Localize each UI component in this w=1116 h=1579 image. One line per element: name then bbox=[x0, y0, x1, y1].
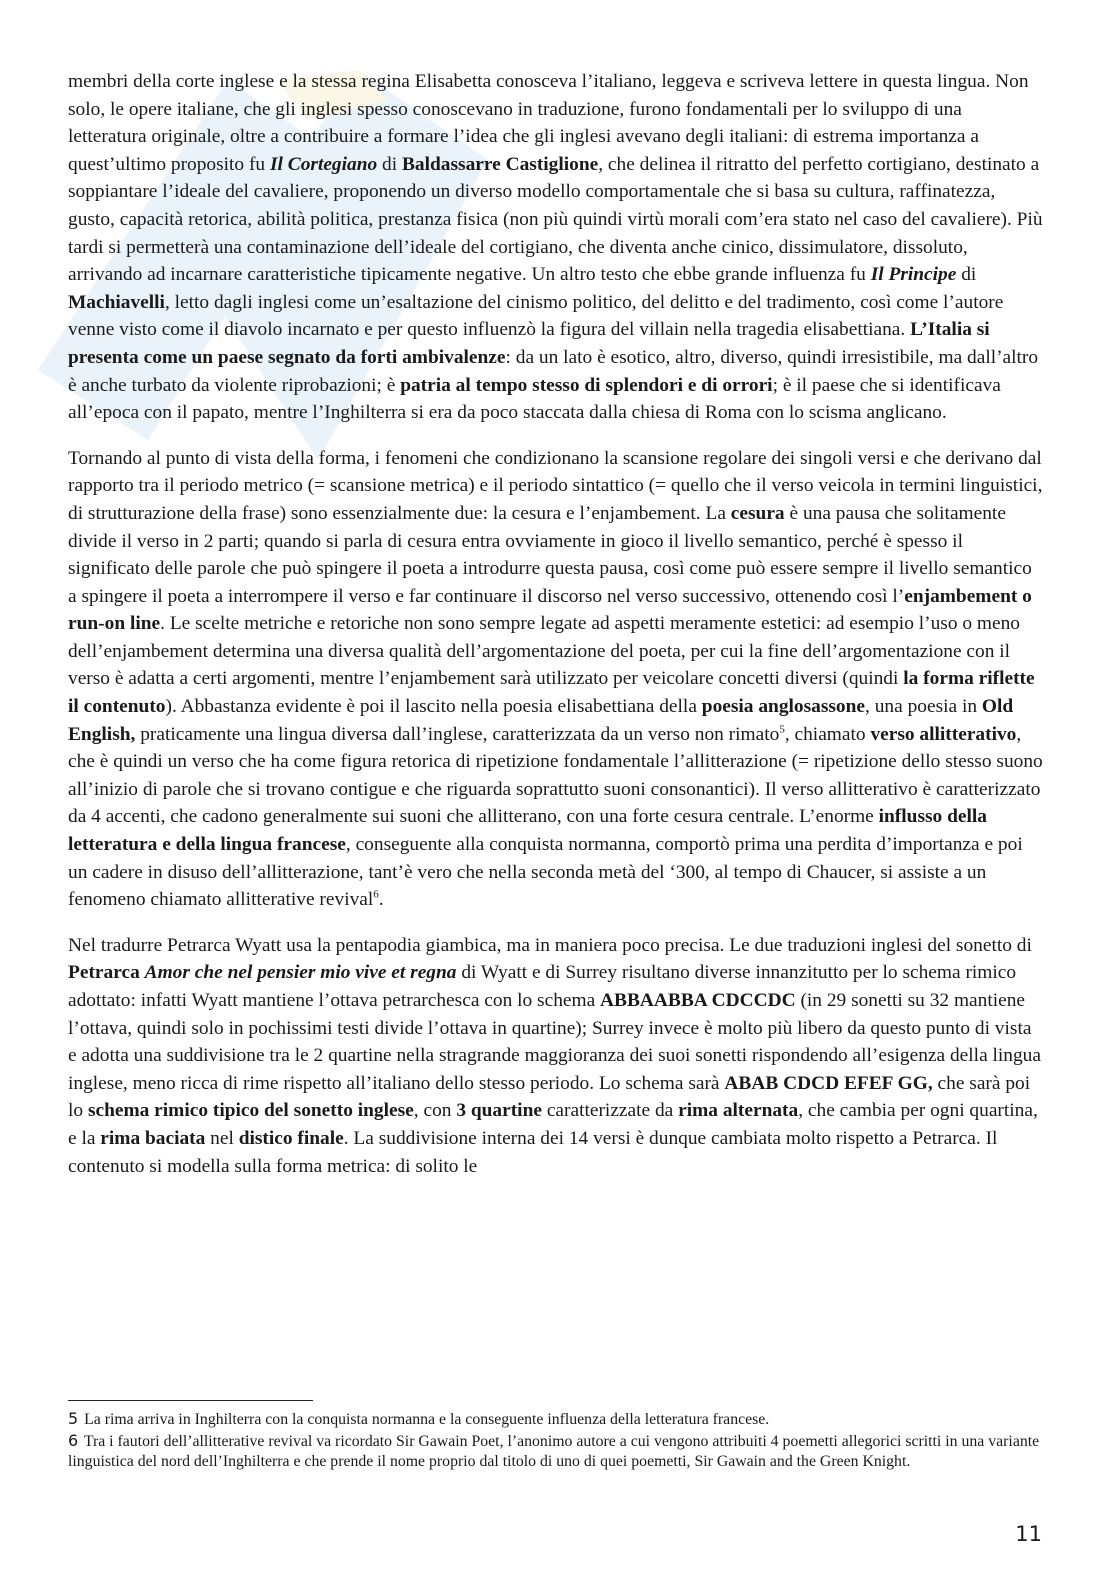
text-run: praticamente una lingua diversa dall’inglese, caratterizzata da un verso non rimato bbox=[135, 723, 780, 745]
text-run: , con bbox=[413, 1100, 457, 1122]
bold-text: la forma riflette il contenuto bbox=[68, 668, 1035, 718]
bold-text: poesia anglosassone bbox=[701, 696, 866, 718]
text-run: , che cambia per ogni quartina, e la bbox=[68, 1100, 1038, 1149]
paragraph-3 bbox=[68, 932, 1044, 1180]
paragraph-2 bbox=[68, 445, 1044, 914]
document-body bbox=[68, 68, 1044, 1198]
text-run: , che è quindi un verso che ha come figura retorica di ripetizione fondamentale l’allitterazione (= ripetizione dello stesso suono all’inizio di parole che si trovano contigue e che riguarda soprattutto suoni consonantici). Il verso allitterativo è caratterizzato da 4 accenti, che cadono generalmente sui suoni che allitterano, con una forte cesura centrale. L’enorme bbox=[68, 723, 1043, 828]
footnote-number: 5 bbox=[68, 1409, 79, 1428]
bold-text: schema rimico tipico del sonetto inglese bbox=[87, 1100, 414, 1122]
text-run: è una pausa che solitamente divide il verso in 2 parti; quando si parla di cesura entra ovviamente in gioco il livello semantico, perché è spesso il significato delle parole che può spingere il poeta a introdurre questa pausa, così come può essere sempre il livello semantico a spingere il poeta a interrompere il verso e far continuare il discorso nel verso successivo, ottenendo così l’ bbox=[68, 502, 1032, 607]
text-run: , chiamato bbox=[784, 723, 871, 745]
text-run: Nel tradurre Petrarca Wyatt usa la pentapodia giambica, ma in maniera poco precisa. Le due traduzioni inglesi del sonetto di bbox=[68, 934, 1032, 956]
text-run: , una poesia in bbox=[865, 696, 982, 718]
bold-text: 3 quartine bbox=[456, 1100, 542, 1122]
text-run: di Wyatt e di Surrey risultano diverse innanzitutto per lo schema rimico adottato: infatti Wyatt mantiene l’ottava petrarchesca con lo schema bbox=[68, 962, 1017, 1011]
footnote-separator bbox=[68, 1400, 313, 1401]
text-run: . Le scelte metriche e retoriche non sono sempre legate ad aspetti meramente estetici: ad esempio l’uso o meno dell’enjambement determina una diversa qualità dell’argomentazione del poeta, per cui la fine dell’argomentazione con il verso è adatta a certi argomenti, mentre l’enjambement sarà utilizzato per veicolare concetti diversi (quindi bbox=[68, 613, 1020, 690]
text-run: di bbox=[377, 153, 402, 175]
text-run: . La suddivisione interna dei 14 versi è dunque cambiata molto rispetto a Petrarca. Il contenuto si modella sulla forma metrica: di solito le bbox=[68, 1127, 998, 1177]
text-run: ; è il paese che si identificava all’epoca con il papato, mentre l’Inghilterra si era da poco staccata dalla chiesa di Roma con lo scisma anglicano. bbox=[68, 374, 1001, 424]
bold-text: ABBAABBA CDCCDC bbox=[600, 990, 796, 1011]
page-number: 11 bbox=[1015, 1522, 1042, 1546]
bold-italic-title: Il Cortegiano bbox=[269, 153, 378, 175]
bold-text: L’Italia si presenta come un paese segnato da forti ambivalenze bbox=[68, 319, 990, 368]
bold-text: rima baciata bbox=[100, 1127, 206, 1149]
bold-text: Baldassarre Castiglione bbox=[401, 153, 599, 175]
bold-text: enjambement o run-on line bbox=[68, 585, 1032, 635]
bold-text: ABAB CDCD EFEF GG, bbox=[724, 1072, 933, 1094]
footnote-ref: 5 bbox=[779, 723, 785, 736]
text-run: ). Abbastanza evidente è poi il lascito nella poesia elisabettiana della bbox=[165, 696, 702, 718]
bold-text: rima alternata bbox=[678, 1100, 799, 1122]
text-run: , letto dagli inglesi come un’esaltazione del cinismo politico, del delitto e del tradimento, così come l’autore venne visto come il diavolo incarnato e per questo influenzò la figura del villain nella tragedia elisabettiana. bbox=[68, 291, 1004, 341]
text-run: : da un lato è esotico, altro, diverso, quindi irresistibile, ma dall’altro è anche turbato da violente riprobazioni; è bbox=[68, 346, 1039, 396]
text-run: , conseguente alla conquista normanna, comportò prima una perdita d’importanza e poi un cadere in disuso dell’allitterazione, tant’è vero che nella seconda metà del ‘300, al tempo di Chaucer, si assiste a un fenomeno chiamato allitterative revival bbox=[68, 834, 1023, 911]
paragraph-1 bbox=[68, 68, 1044, 427]
text-run: (in 29 sonetti su 32 mantiene l’ottava, quindi solo in pochissimi testi divide l’ottava in quartine); Surrey invece è molto più libero da questo punto di vista e adotta una suddivisione tra le 2 quartine nella stragrande maggioranza dei suoi sonetti rispondendo all’esigenza della lingua inglese, meno ricca di rime rispetto all’italiano dello stesso periodo. Lo schema sarà bbox=[68, 990, 1041, 1094]
bold-text: Old English, bbox=[68, 696, 1014, 745]
bold-text: patria al tempo stesso di splendori e di orrori bbox=[400, 374, 773, 396]
bold-text: Machiavelli bbox=[68, 291, 165, 313]
text-run: di bbox=[956, 264, 977, 286]
footnote-text: La rima arriva in Inghilterra con la conquista normanna e la conseguente influenza della letteratura francese. bbox=[84, 1411, 770, 1428]
text-run: , che delinea il ritratto del perfetto cortigiano, destinato a soppiantare l’ideale del cavaliere, proponendo un diverso modello comportamentale che si basa su cultura, raffinatezza, gusto, capacità retorica, abilità politica, prestanza fisica (non più quindi virtù morali com’era stato nel caso del cavaliere). Più tardi si permetterà una contaminazione dell’ideale del cortigiano, che diventa anche cinico, dissimulatore, dissoluto, arrivando ad incarnare caratteristiche tipicamente negative. Un altro testo che ebbe grande influenza fu bbox=[68, 153, 1043, 286]
footnote-5 bbox=[68, 1409, 1044, 1431]
text-run: . bbox=[378, 889, 384, 911]
footnote-number: 6 bbox=[68, 1430, 79, 1450]
footnote-ref: 6 bbox=[373, 888, 379, 901]
bold-text: influsso della letteratura e della lingua francese bbox=[68, 806, 987, 856]
bold-italic-title: Amor che nel pensier mio vive et regna bbox=[144, 962, 457, 984]
footnotes bbox=[68, 1400, 1044, 1473]
bold-text: distico finale bbox=[238, 1127, 344, 1149]
text-run: caratterizzate da bbox=[541, 1100, 679, 1122]
text-run: nel bbox=[205, 1127, 239, 1149]
footnote-6 bbox=[68, 1431, 1044, 1473]
footnote-text: Tra i fautori dell’allitterative revival va ricordato Sir Gawain Poet, l’anonimo autore a cui vengono attribuiti 4 poemetti allegorici scritti in una variante linguistica del nord dell’Inghilterra e che prende il nome proprio dal titolo di uno di quei poemetti, Sir Gawain and the Green Knight. bbox=[68, 1432, 1040, 1470]
bold-italic-title: Il Principe bbox=[870, 264, 957, 286]
bold-text: verso allitterativo bbox=[870, 723, 1017, 745]
bold-text: Petrarca bbox=[68, 962, 140, 984]
text-run: Tornando al punto di vista della forma, i fenomeni che condizionano la scansione regolare dei singoli versi e che derivano dal rapporto tra il periodo metrico (= scansione metrica) e il periodo sintattico (= quello che il verso veicola in termini linguistici, di strutturazione della frase) sono essenzialmente due: la cesura e l’enjambement. La bbox=[68, 447, 1043, 524]
text-run: membri della corte inglese e la stessa regina Elisabetta conosceva l’italiano, leggeva e scriveva lettere in questa lingua. Non solo, le opere italiane, che gli inglesi spesso conoscevano in traduzione, furono fondamentali per lo sviluppo di una letteratura originale, oltre a contribuire a formare l’idea che gli inglesi avevano degli italiani: di estrema importanza a quest’ultimo proposito fu bbox=[68, 71, 1029, 175]
bold-text: cesura bbox=[730, 502, 785, 524]
text-run: che sarà poi lo bbox=[68, 1072, 1031, 1122]
